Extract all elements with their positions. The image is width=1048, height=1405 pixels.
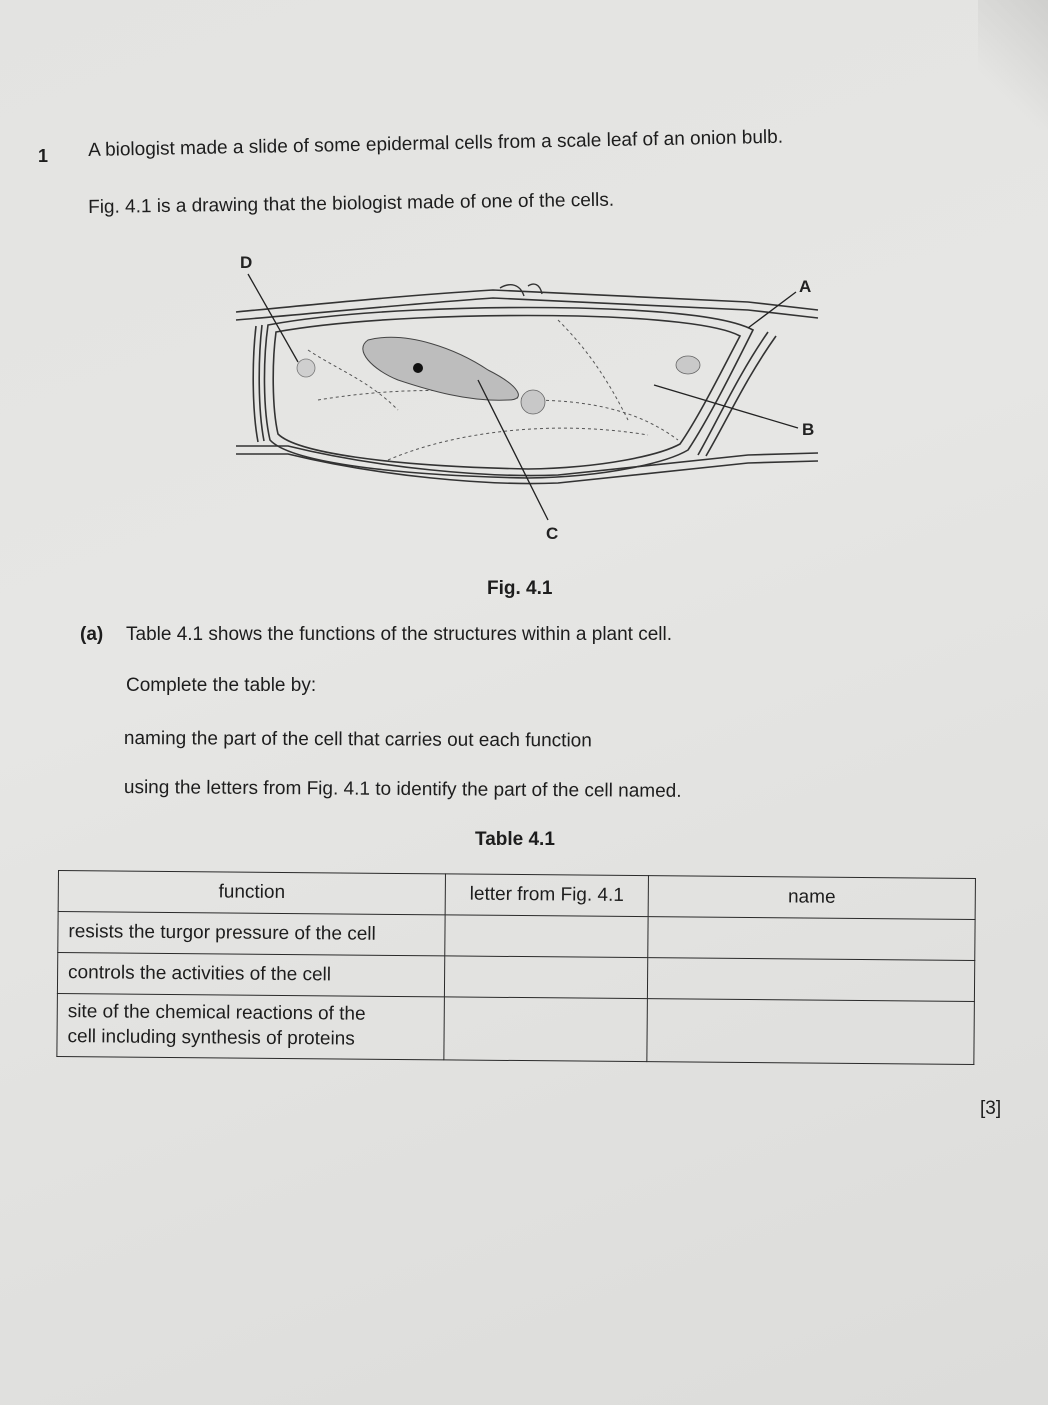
question-intro-line-2: Fig. 4.1 is a drawing that the biologist made of one of the cells. <box>88 189 615 218</box>
function-text-line-2: cell including synthesis of proteins <box>67 1026 355 1050</box>
name-answer-cell[interactable] <box>647 958 974 1002</box>
header-function: function <box>58 871 445 915</box>
function-cell <box>57 993 445 1059</box>
letter-answer-cell[interactable] <box>445 915 648 958</box>
part-a-label: (a) <box>80 624 104 645</box>
header-name: name <box>648 876 975 920</box>
table-caption: Table 4.1 <box>475 829 555 850</box>
part-a-line-3: naming the part of the cell that carries out each function <box>123 728 592 752</box>
page-corner-shadow <box>978 0 1048 130</box>
granule-cluster <box>676 356 700 374</box>
label-line-b <box>654 385 798 428</box>
part-a-line-1: Table 4.1 shows the functions of the structures within a plant cell. <box>126 624 673 645</box>
label-d: D <box>240 253 253 272</box>
cytoplasm-strand <box>528 400 678 440</box>
header-letter: letter from Fig. 4.1 <box>445 874 648 917</box>
function-text-line-1: site of the chemical reactions of the <box>67 1001 366 1026</box>
letter-answer-cell[interactable] <box>444 956 647 999</box>
label-a: A <box>799 277 812 296</box>
nucleus <box>363 337 519 400</box>
function-table-wrapper <box>56 870 976 1074</box>
left-wall-line-1 <box>253 326 258 442</box>
letter-answer-cell[interactable] <box>444 997 648 1062</box>
granule-cluster <box>297 359 315 377</box>
label-line-a <box>748 292 796 328</box>
part-a-line-2: Complete the table by: <box>126 675 317 696</box>
nucleolus <box>413 363 423 373</box>
granule-cluster <box>521 390 545 414</box>
function-cell: resists the turgor pressure of the cell <box>58 912 445 956</box>
question-intro-line-1: A biologist made a slide of some epidermal cells from a scale leaf of an onion bulb. <box>88 126 784 161</box>
name-answer-cell[interactable] <box>647 999 975 1065</box>
function-table <box>56 870 976 1065</box>
label-b: B <box>802 420 815 439</box>
onion-cell-figure <box>228 250 828 550</box>
left-wall-line-2 <box>259 325 264 441</box>
function-cell: controls the activities of the cell <box>57 953 444 997</box>
label-c: C <box>546 524 559 543</box>
question-number: 1 <box>38 146 49 166</box>
cytoplasm-strand <box>558 320 628 420</box>
name-answer-cell[interactable] <box>648 917 975 961</box>
marks-allocation: [3] <box>980 1098 1002 1119</box>
figure-caption: Fig. 4.1 <box>487 578 553 599</box>
part-a-line-4: using the letters from Fig. 4.1 to identify the part of the cell named. <box>123 777 682 802</box>
cytoplasm-strand <box>388 428 648 460</box>
table-row <box>57 993 975 1064</box>
